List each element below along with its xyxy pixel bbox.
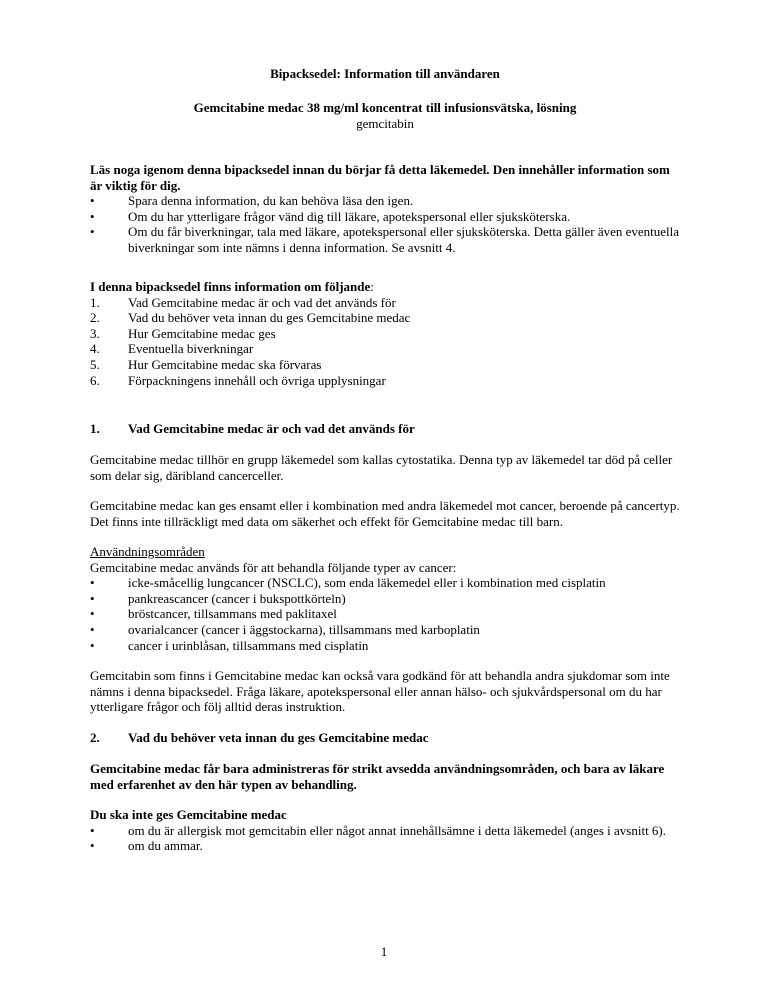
bullet: •: [90, 224, 95, 240]
contraindications-block: [90, 807, 680, 854]
bullet: •: [90, 193, 95, 209]
section-1-paragraph: Gemcitabin som finns i Gemcitabine medac kan också vara godkänd för att behandla andra sjukdomar som inte nämns i denna bipacksedel. Fråga läkare, apotekspersonal eller annan hälso- och sjukvårdspersonal om du har ytterligare frågor och följ alltid deras instruktion.: [90, 668, 670, 715]
bullet: •: [90, 838, 95, 854]
section-2-heading: 2. Vad du behöver veta innan du ges Gemcitabine medac: [90, 730, 429, 745]
usage-heading: Användningsområden: [90, 544, 205, 559]
contraindications-heading: Du ska inte ges Gemcitabine medac: [90, 807, 287, 822]
list-item: 1. Vad Gemcitabine medac är och vad det används för: [90, 294, 396, 310]
list-item: • Om du har ytterligare frågor vänd dig till läkare, apotekspersonal eller sjuksköterska.: [90, 208, 571, 224]
list-item: 4. Eventuella biverkningar: [90, 341, 254, 357]
section-2-warning: Gemcitabine medac får bara administreras för strikt avsedda användningsområden, och bara av läkare med erfarenhet av den här typen av behandling.: [90, 761, 665, 792]
active-substance: gemcitabin: [356, 116, 414, 131]
contents-heading: I denna bipacksedel finns information om följande: [90, 279, 371, 294]
intro-block: [90, 162, 680, 256]
list-item: 3. Hur Gemcitabine medac ges: [90, 325, 276, 341]
list-item: • om du ammar.: [90, 838, 203, 854]
section-1-paragraph: Gemcitabine medac tillhör en grupp läkemedel som kallas cytostatika. Denna typ av läkemedel tar död på celler som delar sig, däribland cancerceller.: [90, 452, 673, 483]
list-item: • icke-småcellig lungcancer (NSCLC), som enda läkemedel eller i kombination med cisplatin: [90, 575, 606, 591]
bullet: •: [90, 208, 95, 224]
bullet: •: [90, 606, 95, 622]
usage-block: [90, 544, 680, 653]
bullet: •: [90, 621, 95, 637]
bullet: •: [90, 822, 95, 838]
list-item: 2. Vad du behöver veta innan du ges Gemcitabine medac: [90, 310, 411, 326]
usage-intro: Gemcitabine medac används för att behandla följande typer av cancer:: [90, 559, 457, 575]
section-1-heading: 1. Vad Gemcitabine medac är och vad det används för: [90, 421, 415, 436]
list-item: • Om du får biverkningar, tala med läkare, apotekspersonal eller sjuksköterska. Detta gäller även eventuella biverkningar som inte nämns i denna information. Se avsnitt 4.: [90, 224, 680, 255]
bullet: •: [90, 575, 95, 591]
list-item: 6. Förpackningens innehåll och övriga upplysningar: [90, 372, 386, 388]
document-title: Bipacksedel: Information till användaren: [270, 66, 500, 81]
list-item: • bröstcancer, tillsammans med paklitaxel: [90, 606, 337, 622]
list-item: • cancer i urinblåsan, tillsammans med cisplatin: [90, 637, 369, 653]
contents-block: I denna bipacksedel finns information om följande: 1. Vad Gemcitabine medac är och vad det används för 2. Vad du behöver veta innan du ges Gemcitabine medac 3. Hur Gemcitabine medac ges 4. Eventuella biverkningar 5. Hur Gemcitabine medac ska förvaras 6. Förpackningens innehåll och övriga upplysningar: [90, 279, 680, 388]
list-item: • ovarialcancer (cancer i äggstockarna), tillsammans med karboplatin: [90, 621, 480, 637]
bullet: •: [90, 637, 95, 653]
list-item: • pankreascancer (cancer i bukspottkörteln): [90, 590, 346, 606]
intro-heading: Läs noga igenom denna bipacksedel innan du börjar få detta läkemedel. Den innehåller information som är viktig för dig.: [90, 162, 670, 193]
list-item: • Spara denna information, du kan behöva läsa den igen.: [90, 193, 414, 209]
section-1-paragraph: Gemcitabine medac kan ges ensamt eller i kombination med andra läkemedel mot cancer, beroende på cancertyp. Det finns inte tillräckligt med data om säkerhet och effekt för Gemcitabine medac till barn.: [90, 498, 680, 529]
bullet: •: [90, 590, 95, 606]
page-number: 1: [380, 944, 388, 959]
product-name: Gemcitabine medac 38 mg/ml koncentrat till infusionsvätska, lösning: [193, 100, 577, 115]
list-item: 5. Hur Gemcitabine medac ska förvaras: [90, 356, 322, 372]
list-item: • om du är allergisk mot gemcitabin eller något annat innehållsämne i detta läkemedel (anges i avsnitt 6).: [90, 822, 667, 838]
